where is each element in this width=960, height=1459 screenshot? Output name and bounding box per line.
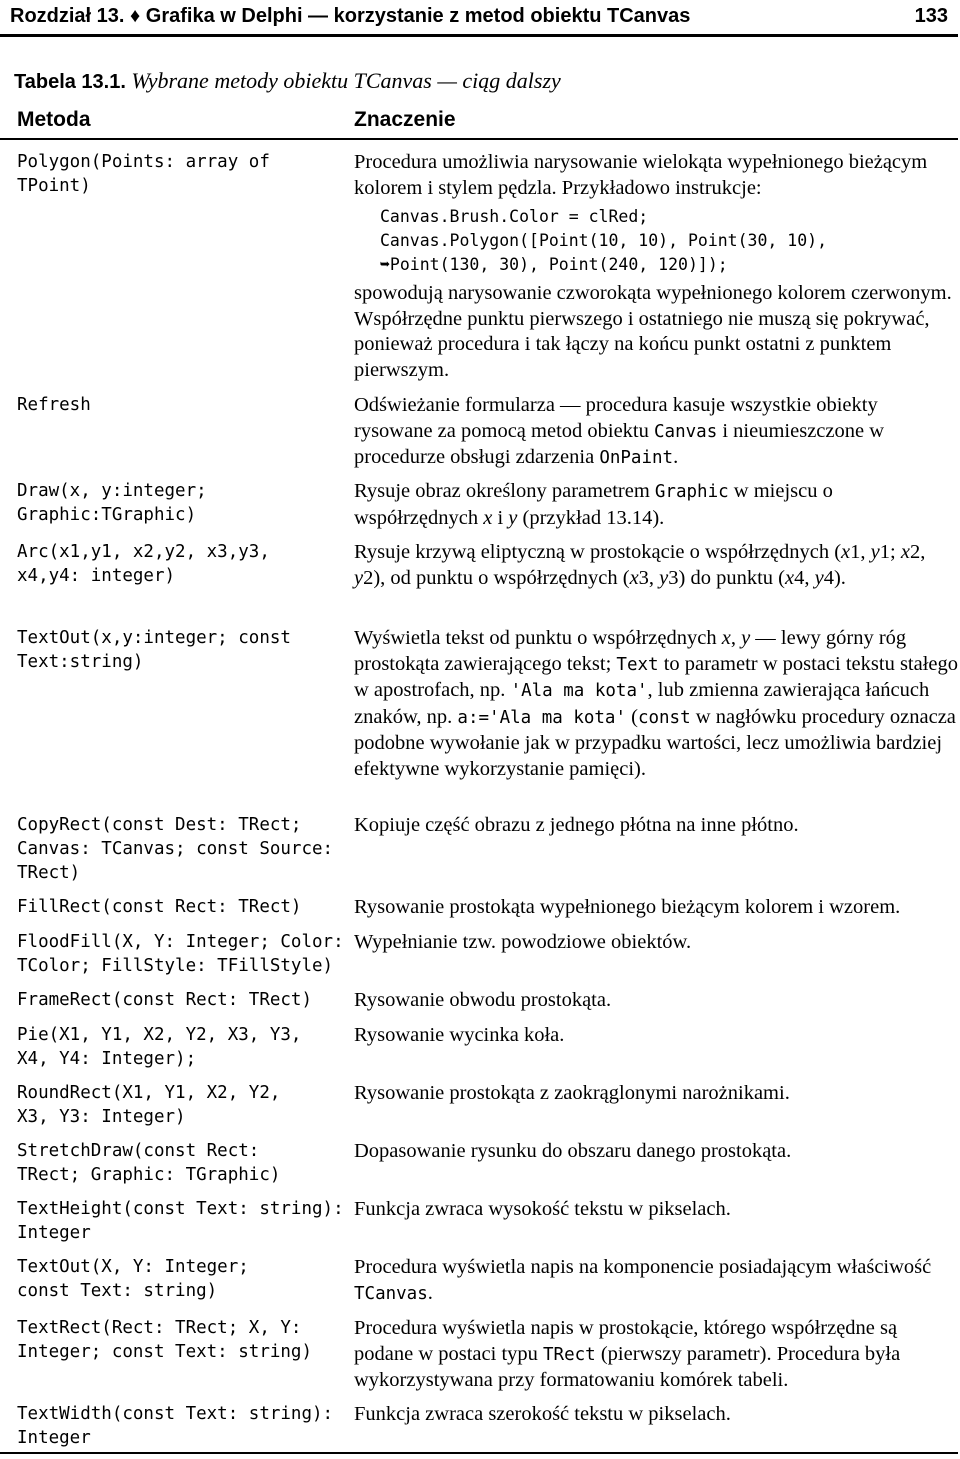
variable: x [629, 566, 639, 589]
description-text: . [427, 1281, 433, 1304]
method-cell: TextRect(Rect: TRect; X, Y: Integer; const Text: string) [17, 1318, 313, 1362]
description-cell: Rysowanie prostokąta z zaokrąglonymi narożnikami. [354, 1082, 790, 1104]
description-text: 3) do punktu ( [668, 566, 786, 589]
description-text: 2, [909, 541, 926, 563]
description-text: i nieumieszczone w procedurze obsługi zdarzenia [354, 419, 885, 468]
method-cell: TextHeight(const Text: string): Integer [17, 1199, 344, 1243]
description-text: Rysuje obraz określony parametrem [354, 480, 655, 502]
code-example: Canvas.Brush.Color = clRed; Canvas.Polygon([Point(10, 10), Point(30, 10), ➥Point(130, 30), Point(240, 120)]); [380, 207, 828, 274]
method-cell: RoundRect(X1, Y1, X2, Y2, X3, Y3: Integer) [17, 1083, 281, 1127]
table-header [0, 104, 958, 140]
method-cell: TextWidth(const Text: string): Integer [17, 1404, 334, 1448]
method-cell: Draw(x, y:integer; Graphic:TGraphic) [17, 481, 207, 525]
description-cell [354, 1316, 958, 1394]
description-cell: Rysowanie wycinka koła. [354, 1024, 565, 1046]
inline-code: TRect [543, 1344, 596, 1365]
table-bottom-rule [0, 1452, 958, 1454]
inline-code: a:='Ala ma kota' [457, 707, 626, 728]
description-text: — lewy górny róg prostokąta zawierającego tekst; [354, 627, 907, 675]
method-cell: StretchDraw(const Rect: TRect; Graphic: TGraphic) [17, 1141, 281, 1185]
description-text: ( [626, 705, 638, 728]
description-text: spowodują narysowanie czworokąta wypełnionego kolorem czerwonym. Współrzędne punktu pierwszego i ostatniego nie muszą się pokrywać, ponieważ procedura i tak łączy na końcu punkt ostatni z punktem pierwszym. [354, 282, 952, 381]
method-cell: Polygon(Points: array of TPoint) [17, 152, 270, 196]
variable: x [841, 541, 851, 563]
method-cell: FloodFill(X, Y: Integer; Color: TColor; FillStyle: TFillStyle) [17, 932, 344, 976]
description-cell: Dopasowanie rysunku do obszaru danego prostokąta. [354, 1140, 792, 1162]
variable: y [659, 566, 669, 589]
description-text: w nagłówku procedury oznacza podobne wywołanie jak w przypadku wartości, lecz umożliwia bardziej efektywne wykorzystanie pamięci). [354, 705, 956, 780]
description-cell: Wypełnianie tzw. powodziowe obiektów. [354, 931, 692, 953]
description-text: to parametr w postaci tekstu stałego w apostrofach, np. [354, 652, 959, 701]
table-caption [14, 66, 561, 97]
inline-code: TCanvas [354, 1283, 428, 1304]
description-cell: Funkcja zwraca szerokość tekstu w pikselach. [354, 1403, 731, 1425]
description-text: 3, [638, 566, 660, 589]
description-text: Procedura wyświetla napis w prostokącie, którego współrzędne są podane w postaci typu [354, 1317, 898, 1365]
description-cell [354, 1255, 958, 1307]
description-text: i [492, 506, 509, 529]
method-cell: Refresh [17, 395, 91, 415]
method-cell: Arc(x1,y1, x2,y2, x3,y3, x4,y4: integer) [17, 542, 270, 586]
description-text: 4). [823, 566, 846, 589]
description-text: , lub zmienna zawierająca łańcuch znaków, np. [354, 679, 930, 728]
variable: x [900, 541, 910, 563]
description-cell: Funkcja zwraca wysokość tekstu w pikselach. [354, 1198, 731, 1220]
description-text: , [730, 627, 742, 649]
description-text: Rysuje krzywą eliptyczną w prostokącie o współrzędnych ( [354, 541, 842, 563]
running-header [8, 2, 952, 30]
column-header-method: Metoda [17, 108, 91, 131]
variable: x [785, 566, 795, 589]
inline-code: const [637, 707, 691, 728]
inline-code: Canvas [654, 421, 718, 442]
inline-code: Text [616, 654, 659, 675]
description-cell: Rysowanie obwodu prostokąta. [354, 989, 612, 1011]
description-cell [354, 540, 958, 591]
description-text: Procedura wyświetla napis na komponencie posiadającym właściwość [354, 1256, 932, 1278]
description-text: 1; [879, 541, 901, 563]
description-text: Odświeżanie formularza — procedura kasuje wszystkie obiekty rysowane za pomocą metod obiektu [354, 394, 878, 442]
variable: y [354, 566, 364, 589]
method-cell: Pie(X1, Y1, X2, Y2, X3, Y3, X4, Y4: Integer); [17, 1025, 302, 1069]
method-cell: FrameRect(const Rect: TRect) [17, 990, 313, 1010]
table-number: Tabela 13.1. [14, 71, 126, 93]
header-title: Rozdział 13. ♦ Grafika w Delphi — korzystanie z metod obiektu TCanvas [10, 5, 691, 27]
method-cell: FillRect(const Rect: TRect) [17, 897, 302, 917]
inline-code: Graphic [654, 482, 729, 502]
description-cell [354, 150, 958, 383]
description-text: 4, [794, 566, 815, 589]
method-cell: CopyRect(const Dest: TRect; Canvas: TCanvas; const Source: TRect) [17, 815, 334, 883]
description-text: 1, [850, 541, 871, 563]
column-header-meaning: Znaczenie [354, 108, 456, 131]
table-title: Wybrane metody obiektu TCanvas — ciąg dalszy [131, 68, 561, 93]
description-text: (przykład 13.14). [517, 506, 665, 529]
method-cell: TextOut(x,y:integer; const Text:string) [17, 628, 291, 672]
description-text: w miejscu o współrzędnych [354, 480, 833, 529]
variable-y: y [508, 506, 518, 529]
description-text: (pierwszy parametr). Procedura była wykorzystywana przy formatowaniu komórek tabeli. [354, 1342, 901, 1391]
description-cell [354, 479, 958, 531]
description-text: . [673, 446, 679, 468]
description-cell [354, 393, 958, 472]
description-cell [354, 626, 958, 782]
page-number: 133 [914, 5, 948, 27]
variable: y [870, 541, 880, 563]
variable-x: x [483, 506, 493, 529]
variable-x: x [721, 627, 731, 649]
inline-code: OnPaint [599, 448, 674, 468]
variable: y [814, 566, 824, 589]
description-cell: Kopiuje część obrazu z jednego płótna na inne płótno. [354, 814, 799, 836]
variable-y: y [741, 627, 751, 649]
inline-code: 'Ala ma kota' [510, 681, 648, 701]
description-text: Wyświetla tekst od punktu o współrzędnych [354, 627, 722, 649]
description-text: 2), od punktu o współrzędnych ( [363, 566, 630, 589]
header-rule [0, 34, 958, 37]
description-cell: Rysowanie prostokąta wypełnionego bieżącym kolorem i wzorem. [354, 896, 901, 918]
method-cell: TextOut(X, Y: Integer; const Text: string) [17, 1257, 249, 1301]
description-text: Procedura umożliwia narysowanie wielokąta wypełnionego bieżącym kolorem i stylem pędzla. Przykładowo instrukcje: [354, 151, 928, 199]
